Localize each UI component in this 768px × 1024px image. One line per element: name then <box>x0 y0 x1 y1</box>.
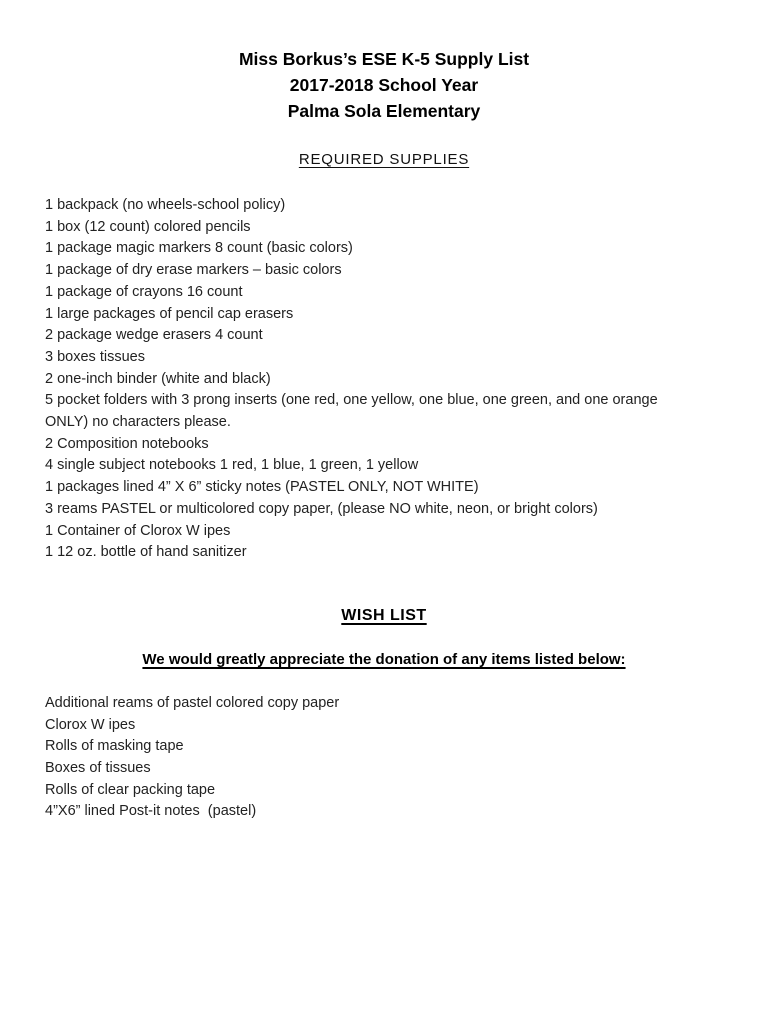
wish-list-line: Rolls of clear packing tape <box>45 781 216 798</box>
required-supply-line: 1 Container of Clorox W ipes <box>45 522 231 539</box>
wish-list-heading: WISH LIST <box>341 606 427 624</box>
wish-list-line: Additional reams of pastel colored copy paper <box>45 694 340 711</box>
required-supply-line: 2 Composition notebooks <box>45 435 209 452</box>
document-title-line: 2017-2018 School Year <box>289 75 479 95</box>
required-supplies-heading: REQUIRED SUPPLIES <box>298 151 470 168</box>
wish-list-line: 4”X6” lined Post-it notes (pastel) <box>45 803 257 820</box>
document-title-block <box>0 0 768 124</box>
required-supply-line: 2 one-inch binder (white and black) <box>45 370 271 387</box>
required-supply-line: ONLY) no characters please. <box>45 414 231 431</box>
required-supply-line: 4 single subject notebooks 1 red, 1 blue, 1 green, 1 yellow <box>45 457 419 474</box>
document-title-line: Palma Sola Elementary <box>287 101 481 121</box>
required-supply-line: 2 package wedge erasers 4 count <box>45 327 263 344</box>
required-supply-line: 1 backpack (no wheels-school policy) <box>45 197 286 213</box>
required-supply-line: 5 pocket folders with 3 prong inserts (one red, one yellow, one blue, one green, and one orange <box>45 392 658 409</box>
required-supply-line: 1 package of crayons 16 count <box>45 283 243 300</box>
required-supply-line: 1 box (12 count) colored pencils <box>45 218 251 235</box>
required-supply-line: 1 package of dry erase markers – basic colors <box>45 262 342 279</box>
required-supply-line: 1 large packages of pencil cap erasers <box>45 305 294 322</box>
required-supplies-list <box>45 195 768 564</box>
document-title-line: Miss Borkus’s ESE K-5 Supply List <box>238 49 530 69</box>
wish-list-line: Clorox W ipes <box>45 716 136 733</box>
required-supply-line: 3 boxes tissues <box>45 348 145 365</box>
wish-list-line: Rolls of masking tape <box>45 738 184 755</box>
wish-list-line: Boxes of tissues <box>45 760 151 777</box>
wish-list-subheading: We would greatly appreciate the donation of any items listed below: <box>142 650 626 668</box>
required-supply-line: 1 packages lined 4” X 6” sticky notes (PASTEL ONLY, NOT WHITE) <box>45 479 479 496</box>
required-supply-line: 3 reams PASTEL or multicolored copy paper, (please NO white, neon, or bright colors) <box>45 500 598 517</box>
required-supply-line: 1 package magic markers 8 count (basic colors) <box>45 240 353 257</box>
wish-list <box>45 693 768 823</box>
required-supply-line: 1 12 oz. bottle of hand sanitizer <box>45 544 247 561</box>
